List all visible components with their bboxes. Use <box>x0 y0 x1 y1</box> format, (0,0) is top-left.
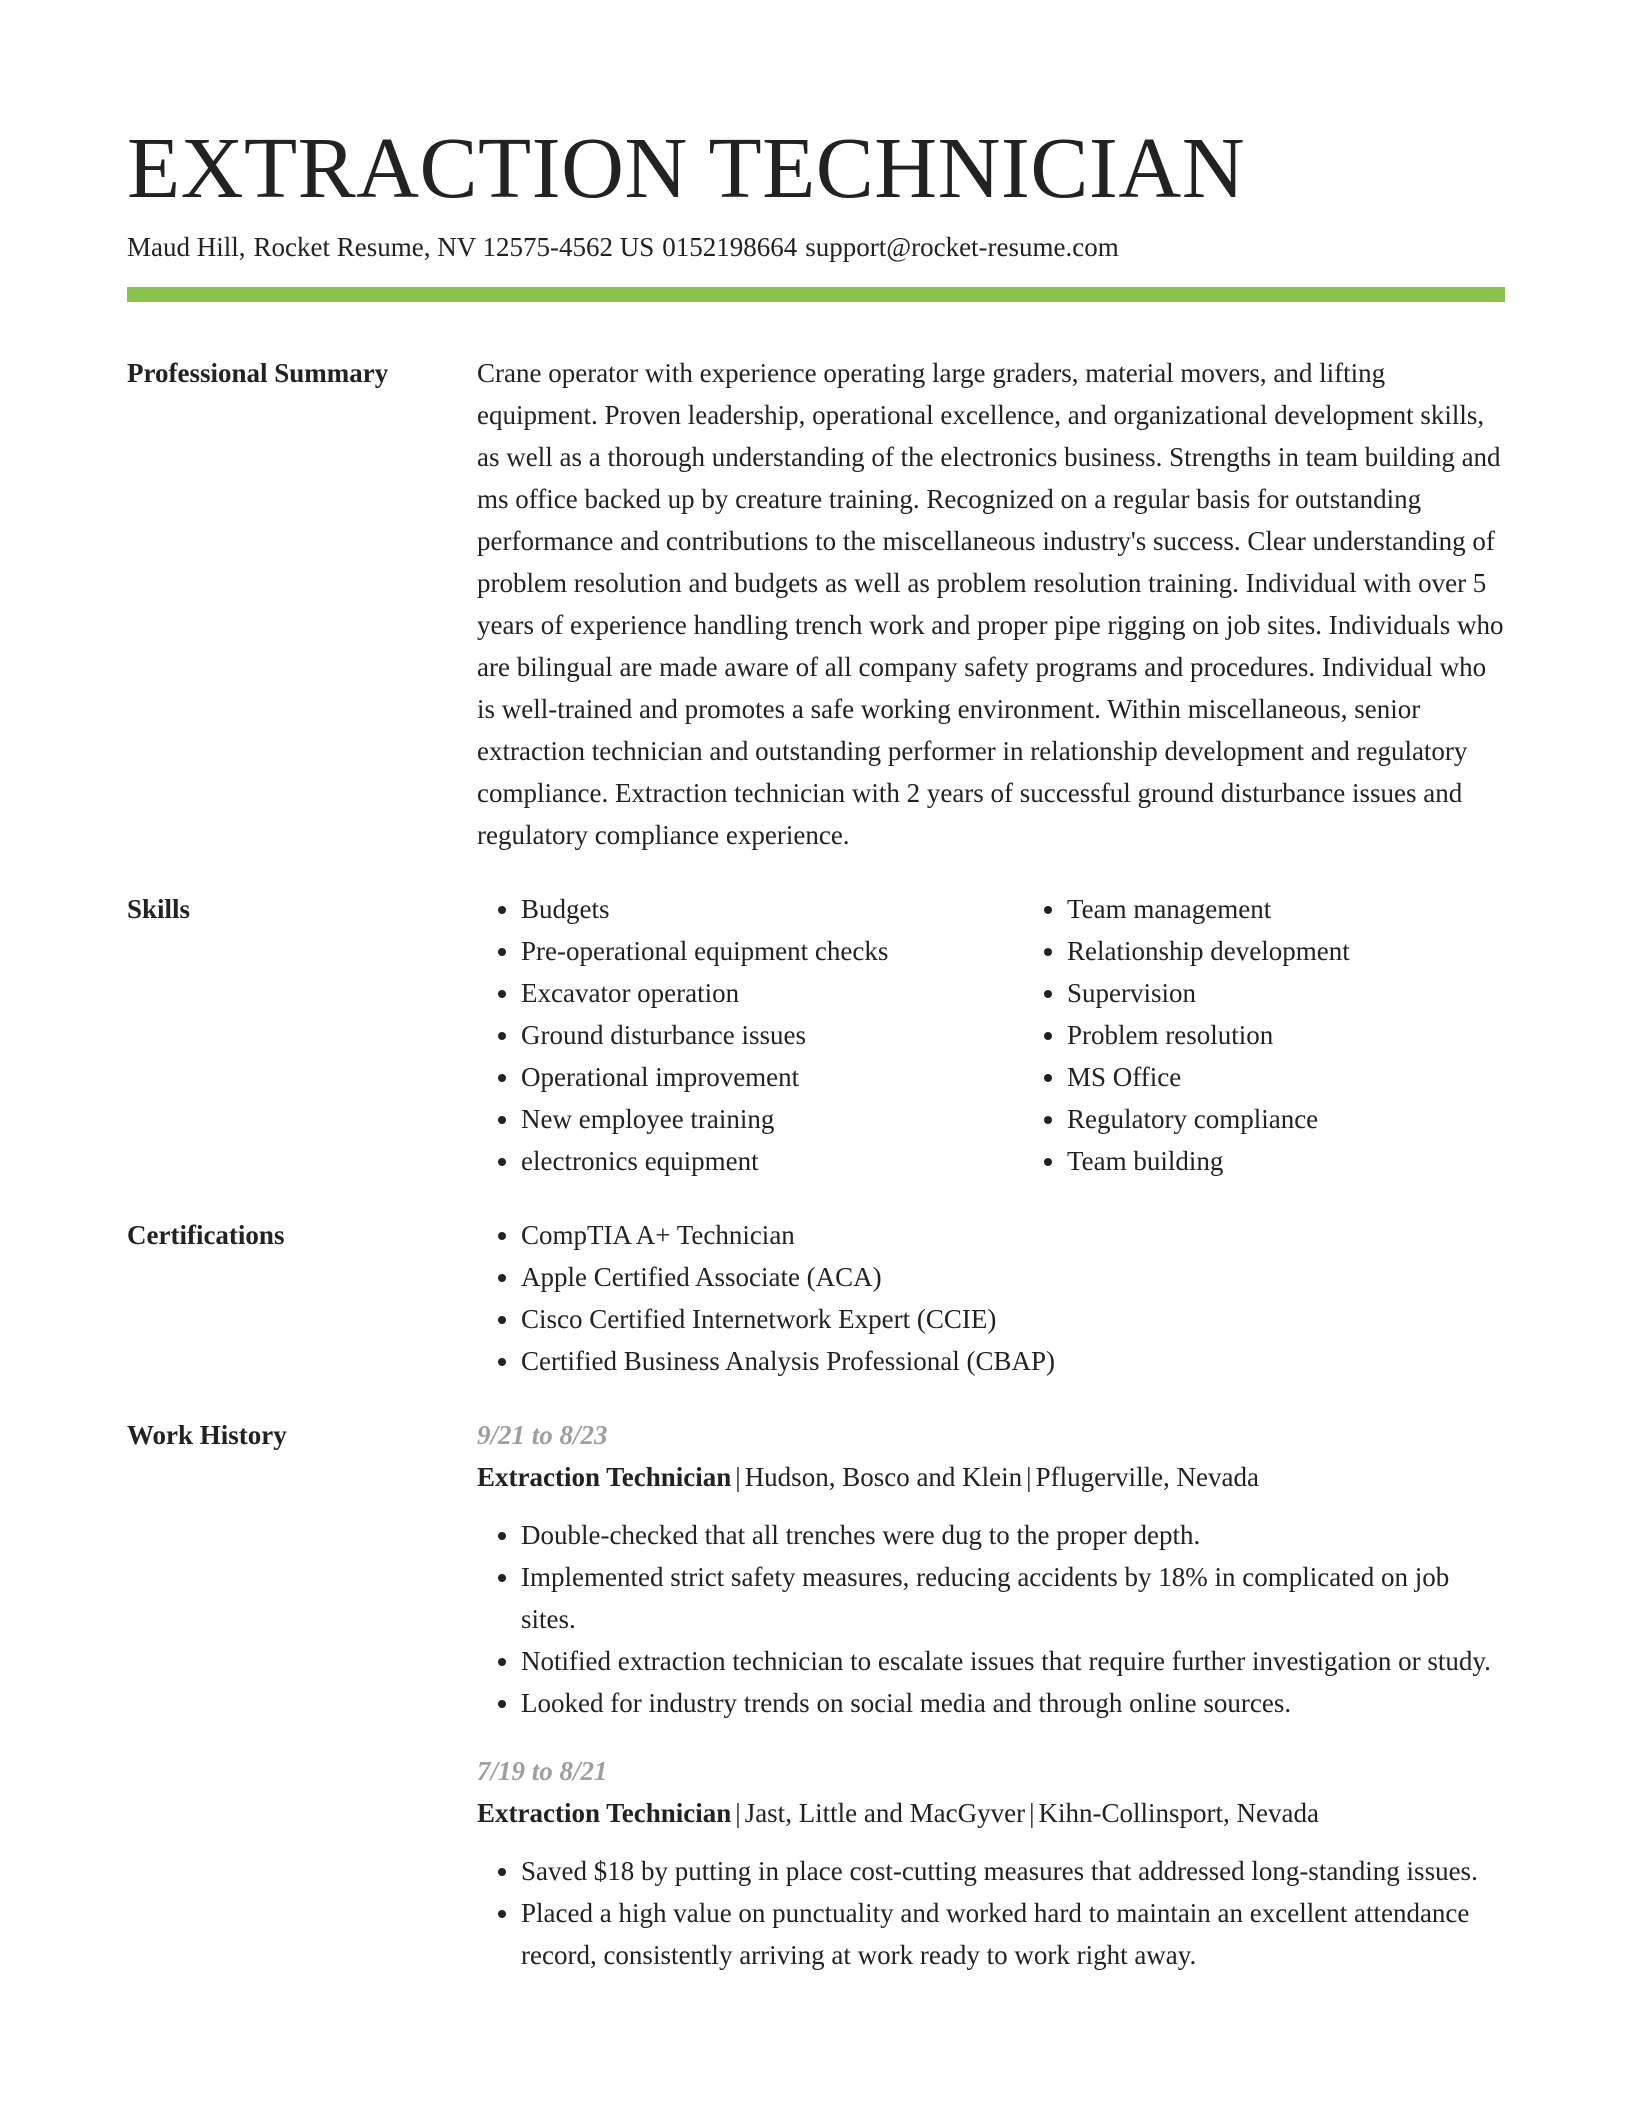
skill-item: • MS Office <box>1067 1056 1569 1098</box>
skill-item: • Team management <box>1067 888 1569 930</box>
job-location: Kihn-Collinsport, Nevada <box>1038 1798 1319 1828</box>
skills-section <box>127 888 1505 1182</box>
section-title-skills: Skills <box>127 894 191 924</box>
contact-email: support@rocket-resume.com <box>805 232 1119 262</box>
job-entry <box>477 1750 1505 1976</box>
job-bullets <box>477 1514 1505 1724</box>
job-bullets <box>477 1850 1505 1976</box>
job-bullet: • Placed a high value on punctuality and worked hard to maintain an excellent attendance record, consistently arriving at work ready to work right away. <box>521 1892 1505 1976</box>
job-company: Hudson, Bosco and Klein <box>744 1462 1023 1492</box>
skill-item: • Budgets <box>521 888 1023 930</box>
work-history-body <box>477 1414 1505 2002</box>
job-bullet: • Saved $18 by putting in place cost-cutting measures that addressed long-standing issues. <box>521 1850 1505 1892</box>
contact-location: Rocket Resume, NV 12575-4562 US <box>253 232 655 262</box>
certifications-body <box>477 1214 1505 1382</box>
section-title-work-history: Work History <box>127 1420 287 1450</box>
job-bullet: • Double-checked that all trenches were dug to the proper depth. <box>521 1514 1505 1556</box>
skill-item: • New employee training <box>521 1098 1023 1140</box>
resume-name: EXTRACTION TECHNICIAN <box>127 119 1246 216</box>
summary-section <box>127 352 1505 856</box>
job-dates: 7/19 to 8/21 <box>477 1756 608 1786</box>
certification-item: • Certified Business Analysis Professional (CBAP) <box>521 1340 1505 1382</box>
job-title: Extraction Technician <box>477 1462 732 1492</box>
skills-list-left <box>477 888 1023 1182</box>
job-bullet: • Notified extraction technician to escalate issues that require further investigation or study. <box>521 1640 1505 1682</box>
skill-item: • Relationship development <box>1067 930 1569 972</box>
section-title-summary: Professional Summary <box>127 358 389 388</box>
contact-line <box>127 230 1505 264</box>
skill-item: • Operational improvement <box>521 1056 1023 1098</box>
skills-body <box>477 888 1569 1182</box>
skill-item: • Excavator operation <box>521 972 1023 1014</box>
certifications-section <box>127 1214 1505 1382</box>
section-title-certifications: Certifications <box>127 1220 285 1250</box>
job-heading <box>477 1792 1505 1834</box>
job-location: Pflugerville, Nevada <box>1035 1462 1260 1492</box>
job-title: Extraction Technician <box>477 1798 732 1828</box>
skills-list-right <box>1023 888 1569 1182</box>
skill-item: • Regulatory compliance <box>1067 1098 1569 1140</box>
job-bullet: • Looked for industry trends on social media and through online sources. <box>521 1682 1505 1724</box>
certifications-list <box>477 1214 1505 1382</box>
separator: | <box>735 1798 741 1828</box>
summary-body <box>477 352 1505 856</box>
skill-item: • Ground disturbance issues <box>521 1014 1023 1056</box>
certification-item: • CompTIA A+ Technician <box>521 1214 1505 1256</box>
contact-phone: 0152198664 <box>662 232 798 262</box>
skill-item: • electronics equipment <box>521 1140 1023 1182</box>
separator: | <box>1026 1462 1032 1492</box>
certification-item: • Cisco Certified Internetwork Expert (CCIE) <box>521 1298 1505 1340</box>
skill-item: • Problem resolution <box>1067 1014 1569 1056</box>
separator: | <box>1029 1798 1035 1828</box>
job-company: Jast, Little and MacGyver <box>744 1798 1026 1828</box>
header-divider <box>127 287 1505 302</box>
skill-item: • Supervision <box>1067 972 1569 1014</box>
job-entry <box>477 1414 1505 1724</box>
contact-name: Maud Hill, <box>127 232 246 262</box>
skill-item: • Pre-operational equipment checks <box>521 930 1023 972</box>
job-heading <box>477 1456 1505 1498</box>
summary-text: Crane operator with experience operating large graders, material movers, and lifting equipment. Proven leadership, operational excellence, and organizational development skills, as well as a thorough understanding of the electronics business. Strengths in team building and ms office backed up by creature training. Recognized on a regular basis for outstanding performance and contributions to the miscellaneous industry's success. Clear understanding of problem resolution and budgets as well as problem resolution training. Individual with over 5 years of experience handling trench work and proper pipe rigging on job sites. Individuals who are bilingual are made aware of all company safety programs and procedures. Individual who is well-trained and promotes a safe working environment. Within miscellaneous, senior extraction technician and outstanding performer in relationship development and regulatory compliance. Extraction technician with 2 years of successful ground disturbance issues and regulatory compliance experience. <box>477 358 1504 850</box>
certification-item: • Apple Certified Associate (ACA) <box>521 1256 1505 1298</box>
job-bullet: • Implemented strict safety measures, reducing accidents by 18% in complicated on job sites. <box>521 1556 1505 1640</box>
work-history-section <box>127 1414 1505 2002</box>
job-dates: 9/21 to 8/23 <box>477 1420 608 1450</box>
skill-item: • Team building <box>1067 1140 1569 1182</box>
separator: | <box>735 1462 741 1492</box>
